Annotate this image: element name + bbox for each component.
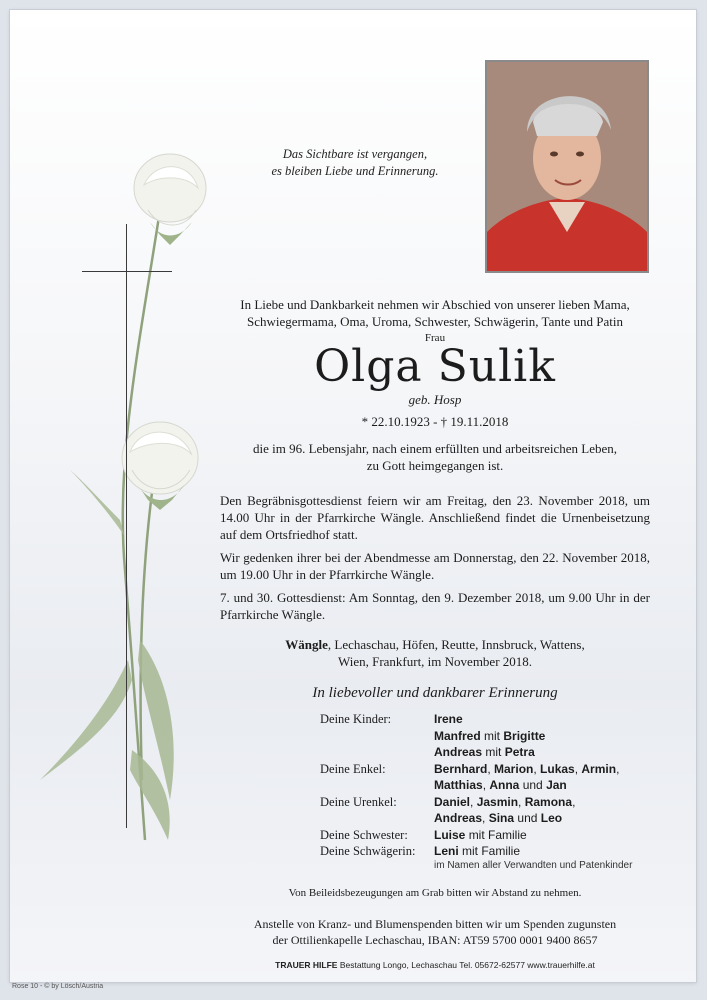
places-line: , Lechaschau, Höfen, Reutte, Innsbruck, Wattens, bbox=[327, 637, 585, 652]
intro-line: Schwiegermama, Oma, Uroma, Schwester, Schwägerin, Tante und Patin bbox=[247, 314, 623, 329]
maiden-name: geb. Hosp bbox=[408, 392, 462, 407]
mourner-names: Leni mit Familie bbox=[434, 844, 521, 858]
memorial-service-paragraph: 7. und 30. Gottesdienst: Am Sonntag, den 9. Dezember 2018, um 9.00 Uhr in der Pfarrkirche Wängle. bbox=[220, 590, 650, 622]
mourners-list bbox=[320, 711, 660, 860]
relation-label: Deine Kinder: bbox=[320, 712, 392, 726]
rose-bottom-icon bbox=[122, 422, 198, 510]
relation-label: Deine Enkel: bbox=[320, 761, 386, 776]
memory-heading: In liebevoller und dankbarer Erinnerung bbox=[312, 685, 558, 701]
donation-line: der Ottilienkapelle Lechaschau, IBAN: AT59 5700 0001 9400 8657 bbox=[272, 933, 598, 947]
portrait-photo bbox=[485, 60, 649, 273]
intro-line: Frau bbox=[424, 332, 446, 344]
funeral-paragraph: Den Begräbnisgottesdienst feiern wir am Freitag, den 23. November 2018, um 14.00 Uhr in der Pfarrkirche Wängle. Anschließend findet die Urnenbeisetzung auf dem Ortsfriedhof statt. bbox=[220, 493, 650, 542]
cross-horizontal bbox=[82, 271, 172, 272]
life-dates: * 22.10.1923 - † 19.11.2018 bbox=[361, 414, 509, 429]
life-summary-line: die im 96. Lebensjahr, nach einem erfüllten und arbeitsreichen Leben, bbox=[252, 441, 618, 456]
intro-text bbox=[200, 296, 670, 347]
life-summary-line: zu Gott heimgegangen ist. bbox=[366, 458, 504, 473]
intro-line: In Liebe und Dankbarkeit nehmen wir Abschied von unserer lieben Mama, bbox=[240, 297, 630, 312]
motto bbox=[255, 146, 455, 180]
relation-label: Deine Schwägerin: bbox=[320, 844, 416, 858]
rose-top-icon bbox=[134, 154, 206, 245]
footer bbox=[200, 960, 670, 970]
mourner-names: Irene Manfred mit Brigitte Andreas mit Petra bbox=[434, 712, 546, 759]
places-line: Wien, Frankfurt, im November 2018. bbox=[337, 654, 533, 669]
motto-line: Das Sichtbare ist vergangen, bbox=[282, 147, 428, 161]
mourner-names: Bernhard, Marion, Lukas, Armin, Matthias, Anna und Jan bbox=[434, 761, 620, 792]
portrait-icon bbox=[487, 62, 647, 271]
footer-text: Bestattung Longo, Lechaschau Tel. 05672-62577 www.trauerhilfe.at bbox=[337, 960, 595, 970]
donation-note bbox=[200, 916, 670, 948]
relatives-note: im Namen aller Verwandten und Patenkinder bbox=[434, 860, 633, 871]
image-credit: Rose 10 - © by Lösch/Austria bbox=[12, 983, 104, 990]
life-summary bbox=[200, 440, 670, 474]
footer-brand: TRAUER HILFE bbox=[275, 960, 338, 970]
relation-label: Deine Schwester: bbox=[320, 827, 408, 842]
motto-line: es bleiben Liebe und Erinnerung. bbox=[271, 164, 439, 178]
condolence-note: Von Beileidsbezeugungen am Grab bitten wir Abstand zu nehmen. bbox=[288, 887, 582, 899]
rose-illustration bbox=[20, 140, 220, 860]
donation-line: Anstelle von Kranz- und Blumenspenden bitten wir um Spenden zugunsten bbox=[253, 917, 617, 931]
relation-label: Deine Urenkel: bbox=[320, 794, 397, 809]
cross-vertical bbox=[126, 224, 127, 828]
places-date bbox=[200, 636, 670, 670]
mourner-names: Daniel, Jasmin, Ramona, Andreas, Sina und Leo bbox=[434, 794, 576, 825]
evening-mass-paragraph: Wir gedenken ihrer bei der Abendmesse am Donnerstag, den 22. November 2018, um 19.00 Uhr in der Pfarrkirche Wängle. bbox=[220, 550, 650, 582]
place-highlight: Wängle bbox=[285, 637, 328, 652]
deceased-name: Olga Sulik bbox=[314, 341, 556, 392]
mourner-names: Luise mit Familie bbox=[434, 827, 527, 842]
